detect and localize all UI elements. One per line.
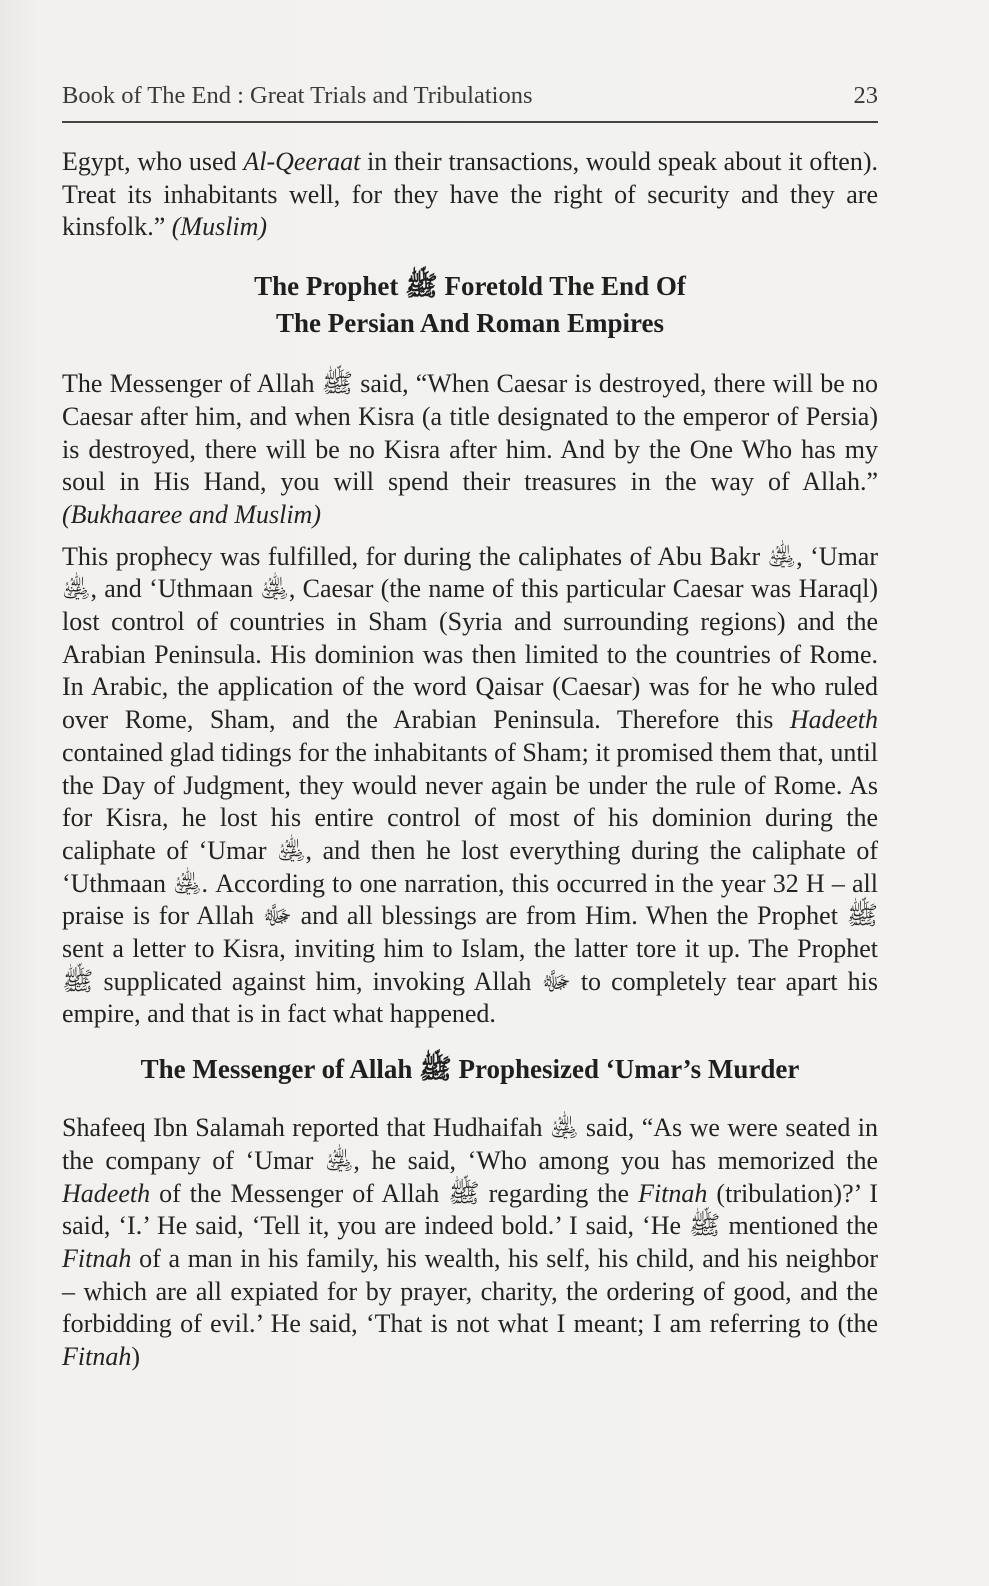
running-title: Book of The End : Great Trials and Tribulations — [62, 82, 533, 109]
section-heading-empires: The Prophet ﷺ Foretold The End Of The Persian And Roman Empires — [254, 271, 686, 339]
section-heading-umar: The Messenger of Allah ﷺ Prophesized ‘Umar’s Murder — [140, 1054, 800, 1085]
body-text — [62, 146, 878, 1383]
paragraph-hudhaifah: Shafeeq Ibn Salamah reported that Hudhaifah ﵁ said, “As we were seated in the company of ‘Umar ﵁, he said, ‘Who among you has memorized the Hadeeth of the Messenger of Allah ﷺ regarding the Fitnah (tribulation)?’ I said, ‘I.’ He said, ‘Tell it, you are indeed bold.’ I said, ‘He ﷺ mentioned the Fitnah of a man in his family, his wealth, his self, his child, and his neighbor – which are all expiated for by prayer, charity, the ordering of good, and the forbidding of evil.’ He said, ‘That is not what I meant; I am referring to (the Fitnah) — [62, 1113, 879, 1372]
paragraph-hadeeth-caesar: The Messenger of Allah ﷺ said, “When Caesar is destroyed, there will be no Caesar after him, and when Kisra (a title designated to the emperor of Persia) is destroyed, there will be no Kisra after him. And by the One Who has my soul in His Hand, you will spend their treasures in the way of Allah.” (Bukhaaree and Muslim) — [62, 369, 878, 529]
running-header — [62, 82, 878, 112]
page-number: 23 — [853, 82, 878, 109]
paragraph-continued: Egypt, who used Al-Qeeraat in their transactions, would speak about it often). Treat its inhabitants well, for they have the right of security and they are kinsfolk.” (Muslim) — [62, 147, 878, 242]
paragraph-prophecy-fulfilled: This prophecy was fulfilled, for during the caliphates of Abu Bakr ﵁, ‘Umar ﵁, and ‘Uthmaan ﵁, Caesar (the name of this particular Caesar was Haraql) lost control of countries in Sham (Syria and surrounding regions) and the Arabian Peninsula. His dominion was then limited to the countries of Rome. In Arabic, the application of the word Qaisar (Caesar) was for he who ruled over Rome, Sham, and the Arabian Peninsula. Therefore this Hadeeth contained glad tidings for the inhabitants of Sham; it promised them that, until the Day of Judgment, they would never again be under the rule of Rome. As for Kisra, he lost his entire control of most of his dominion during the caliphate of ‘Umar ﵁, and then he lost everything during the caliphate of ‘Uthmaan ﵁. According to one narration, this occurred in the year 32 H – all praise is for Allah ﷻ and all blessings are from Him. When the Prophet ﷺ sent a letter to Kisra, inviting him to Islam, the latter tore it up. The Prophet ﷺ supplicated against him, invoking Allah ﷻ to completely tear apart his empire, and that is in fact what happened. — [62, 541, 878, 1029]
header-rule — [62, 121, 878, 123]
